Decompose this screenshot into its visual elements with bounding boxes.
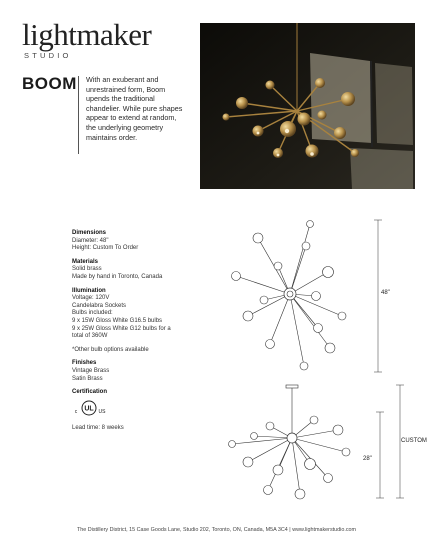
spec-heading: Dimensions [72, 230, 107, 236]
ul-certification-mark [72, 400, 106, 416]
spec-line: total of 360W [72, 333, 108, 340]
ul-mark-us: US [98, 408, 106, 415]
spec-finishes [72, 360, 202, 383]
spec-note: *Other bulb options available [72, 346, 149, 353]
spec-heading: Illumination [72, 287, 106, 294]
spec-line: Bulbs included: [72, 310, 113, 317]
spec-heading: Materials [72, 258, 99, 265]
brand-logo [22, 17, 152, 60]
spec-materials [72, 259, 202, 282]
spec-illumination [72, 288, 202, 341]
ul-mark-text: UL [84, 405, 94, 413]
spec-line: 9 x 15W Gloss White G16.5 bulbs [72, 317, 163, 324]
spec-line: Vintage Brass [72, 367, 110, 374]
side-elevation-drawing [218, 382, 428, 506]
spec-line: Made by hand in Toronto, Canada [72, 273, 163, 280]
spec-line: 9 x 25W Gloss White G12 bulbs for a [72, 325, 171, 332]
spec-dimensions [72, 230, 202, 253]
footer-address: The Distillery District, 15 Case Goods Lane, Studio 202, Toronto, ON, Canada, M5A 3C4 | www.lightmakerstudio.com [76, 527, 357, 533]
lead-time: Lead time: 8 weeks [72, 425, 124, 432]
spec-line: Candelabra Sockets [72, 302, 127, 309]
spec-certification [72, 389, 202, 425]
spec-heading: Certification [72, 389, 108, 396]
dimension-label-overall-height: CUSTOM [401, 438, 427, 444]
dimension-label-diameter: 48" [381, 290, 390, 296]
spec-heading: Finishes [72, 360, 97, 367]
product-description: With an exuberant and unrestrained form, Boom upends the traditional chandelier. While pure shapes appear to extend at random, the underlying geometry maintains order. [86, 75, 183, 142]
front-elevation-drawing [218, 216, 418, 376]
brand-name: lightmaker [22, 17, 152, 52]
product-photo [200, 23, 415, 189]
spec-line: Voltage: 120V [72, 295, 110, 302]
brand-subtitle: STUDIO [24, 51, 72, 60]
title-divider [78, 76, 79, 154]
dimension-label-body-height: 28" [363, 456, 372, 462]
spec-line: Satin Brass [72, 375, 103, 382]
spec-line: Height: Custom To Order [72, 245, 139, 252]
specifications [72, 230, 202, 433]
product-title: BOOM [22, 74, 77, 93]
ul-mark-c: c [74, 408, 78, 415]
spec-line: Solid brass [72, 266, 102, 273]
spec-line: Diameter: 48" [72, 237, 109, 244]
